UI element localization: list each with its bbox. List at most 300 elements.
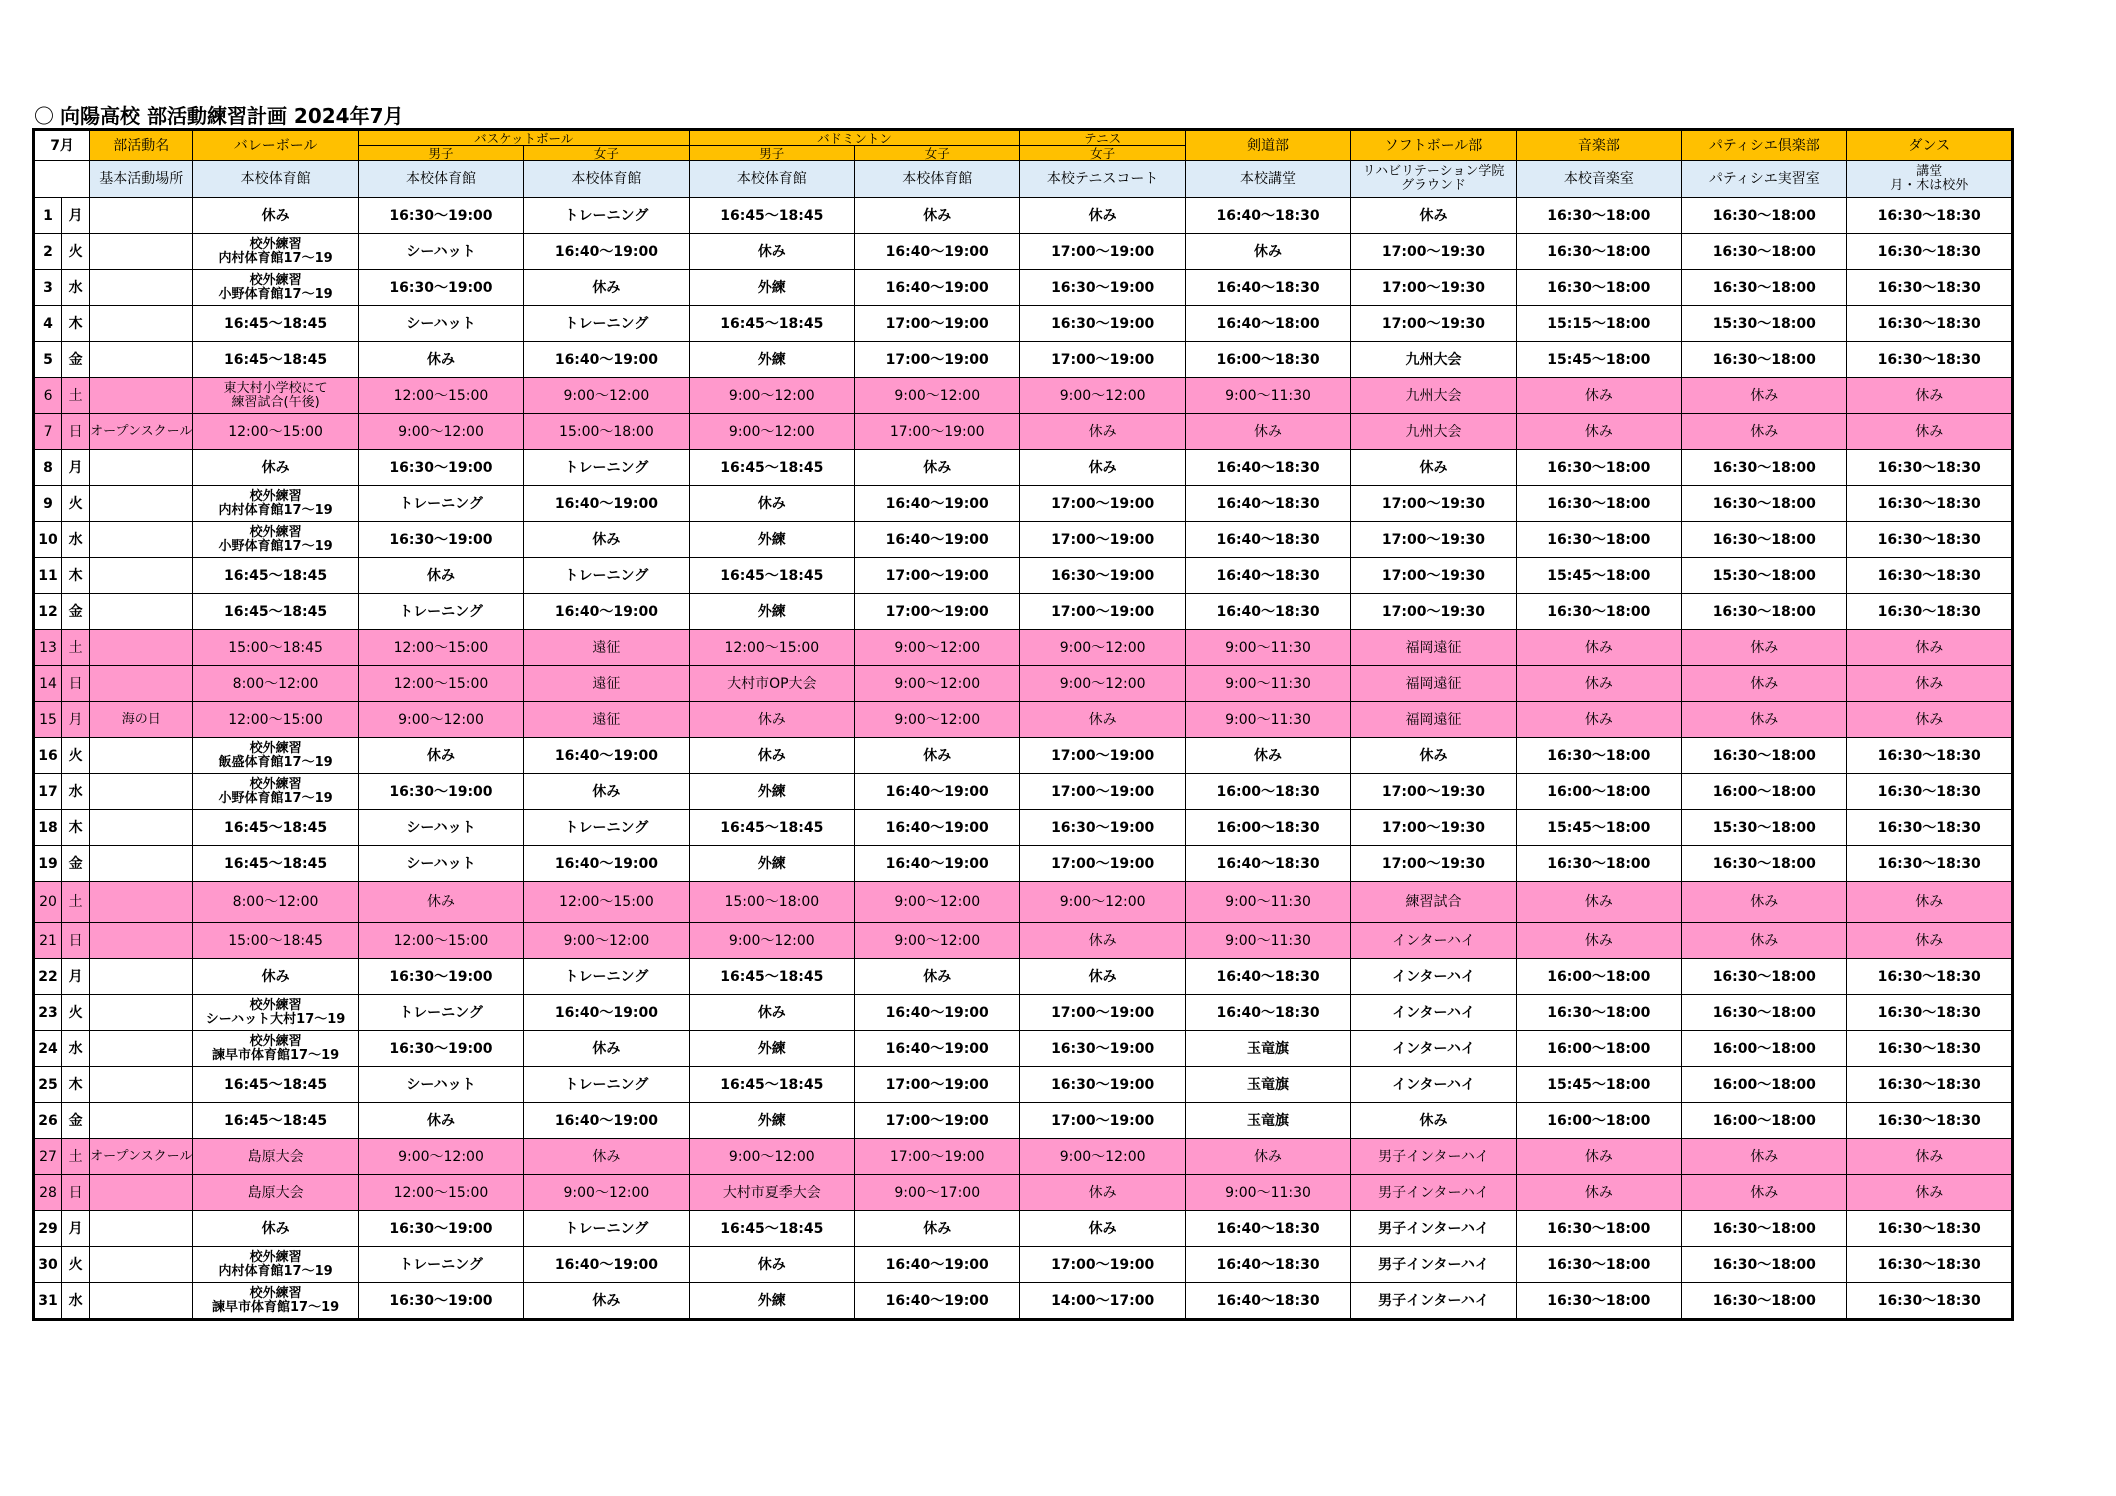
table-row [34,450,2013,486]
basketball-boys-cell: 12:00～15:00 [358,666,523,702]
softball-cell: 17:00～19:30 [1351,810,1516,846]
day-note-cell [90,306,193,342]
dance-cell: 16:30～18:30 [1847,1103,2013,1139]
day-note-cell: 海の日 [90,702,193,738]
day-note-cell [90,1031,193,1067]
volleyball-cell [193,342,358,378]
bd-girls-label: 女子 [855,146,1020,161]
table-row [34,666,2013,702]
basketball-boys-cell: 12:00～15:00 [358,630,523,666]
badminton-boys-cell: 9:00～12:00 [689,923,854,959]
basketball-girls-cell: 遠征 [524,630,689,666]
day-note-cell [90,234,193,270]
volleyball-cell [193,1067,358,1103]
badminton-girls-cell: 16:40～19:00 [855,846,1020,882]
basketball-girls-cell: 休み [524,522,689,558]
club-name-label: 部活動名 [90,130,193,161]
basketball-girls-cell: 16:40～19:00 [524,846,689,882]
volleyball-line: 16:45～18:45 [224,603,328,620]
music-cell: 16:30～18:00 [1516,738,1681,774]
volleyball-line: 16:45～18:45 [224,1112,328,1129]
badminton-girls-cell: 17:00～19:00 [855,1139,1020,1175]
day-number-cell: 9 [34,486,62,522]
kendo-cell: 16:40～18:00 [1185,306,1350,342]
circle-marker-icon: 〇 [34,104,54,128]
kendo-cell: 16:40～18:30 [1185,846,1350,882]
patissier-cell: 16:30～18:00 [1682,234,1847,270]
badminton-boys-cell: 大村市OP大会 [689,666,854,702]
day-number-cell: 24 [34,1031,62,1067]
softball-cell: 17:00～19:30 [1351,594,1516,630]
kendo-cell: 9:00～11:30 [1185,1175,1350,1211]
volleyball-cell [193,1031,358,1067]
badminton-boys-cell: 休み [689,995,854,1031]
kendo-cell: 9:00～11:30 [1185,630,1350,666]
title-text: 向陽高校 部活動練習計画 2024年7月 [60,104,404,128]
basketball-girls-cell: 16:40～19:00 [524,1103,689,1139]
basketball-boys-cell: 休み [358,558,523,594]
table-row [34,1211,2013,1247]
day-note-cell [90,630,193,666]
patissier-cell: 15:30～18:00 [1682,306,1847,342]
badminton-girls-cell: 16:40～19:00 [855,810,1020,846]
volleyball-cell [193,1283,358,1320]
volleyball-cell [193,558,358,594]
volleyball-line: 小野体育館17～19 [218,538,333,554]
basketball-boys-cell: 16:30～19:00 [358,959,523,995]
dance-cell: 休み [1847,666,2013,702]
table-row [34,810,2013,846]
dance-cell: 16:30～18:30 [1847,450,2013,486]
badminton-girls-cell: 17:00～19:00 [855,1103,1020,1139]
day-number-cell: 16 [34,738,62,774]
tennis-girls-cell: 9:00～12:00 [1020,882,1185,923]
volleyball-cell [193,630,358,666]
volleyball-cell [193,738,358,774]
volleyball-cell [193,1175,358,1211]
basketball-girls-cell: 休み [524,1139,689,1175]
volleyball-line: 内村体育館17～19 [218,1263,333,1279]
kendo-cell: 玉竜旗 [1185,1103,1350,1139]
basketball-boys-cell: 12:00～15:00 [358,923,523,959]
basketball-boys-cell: 休み [358,342,523,378]
softball-cell: 九州大会 [1351,414,1516,450]
badminton-girls-cell: 休み [855,198,1020,234]
patissier-cell: 15:30～18:00 [1682,558,1847,594]
basketball-boys-cell: 16:30～19:00 [358,198,523,234]
badminton-girls-cell: 17:00～19:00 [855,342,1020,378]
softball-cell: 17:00～19:30 [1351,774,1516,810]
day-note-cell [90,882,193,923]
basketball-boys-cell: 16:30～19:00 [358,1031,523,1067]
basketball-boys-cell: 16:30～19:00 [358,522,523,558]
volleyball-cell [193,450,358,486]
kendo-cell: 16:40～18:30 [1185,1247,1350,1283]
softball-cell: インターハイ [1351,959,1516,995]
day-note-cell [90,959,193,995]
day-number-cell: 31 [34,1283,62,1320]
badminton-boys-cell: 16:45～18:45 [689,198,854,234]
music-cell: 休み [1516,414,1681,450]
volleyball-line: 15:00～18:45 [228,639,323,656]
table-row [34,738,2013,774]
volleyball-line: 校外練習 [249,997,302,1013]
page-title [34,100,404,129]
table-row [34,882,2013,923]
table-row [34,1067,2013,1103]
volleyball-cell [193,594,358,630]
badminton-boys-cell: 休み [689,1247,854,1283]
volleyball-cell [193,270,358,306]
basketball-boys-cell: トレーニング [358,594,523,630]
volleyball-cell [193,666,358,702]
badminton-boys-cell: 外練 [689,1031,854,1067]
badminton-girls-cell: 9:00～12:00 [855,630,1020,666]
day-number-cell: 14 [34,666,62,702]
badminton-boys-cell: 9:00～12:00 [689,414,854,450]
club-music: 音楽部 [1516,130,1681,161]
club-dance: ダンス [1847,130,2013,161]
basketball-girls-cell: 15:00～18:00 [524,414,689,450]
basketball-boys-cell: 16:30～19:00 [358,1211,523,1247]
kendo-cell: 16:40～18:30 [1185,270,1350,306]
patissier-cell: 休み [1682,1139,1847,1175]
day-note-cell [90,1175,193,1211]
tennis-girls-cell: 9:00～12:00 [1020,666,1185,702]
music-cell: 休み [1516,1139,1681,1175]
softball-cell: 男子インターハイ [1351,1211,1516,1247]
softball-cell: 男子インターハイ [1351,1139,1516,1175]
patissier-cell: 15:30～18:00 [1682,810,1847,846]
badminton-boys-cell: 16:45～18:45 [689,810,854,846]
day-number-cell: 5 [34,342,62,378]
loc-dance-line2: 月・木は校外 [1890,178,1969,193]
badminton-boys-cell: 外練 [689,846,854,882]
kendo-cell: 16:00～18:30 [1185,810,1350,846]
tennis-girls-cell: 休み [1020,1175,1185,1211]
table-row [34,959,2013,995]
basketball-girls-cell: 9:00～12:00 [524,1175,689,1211]
music-cell: 休み [1516,702,1681,738]
club-softball: ソフトボール部 [1351,130,1516,161]
table-row [34,1103,2013,1139]
basketball-girls-cell: トレーニング [524,306,689,342]
dance-cell: 16:30～18:30 [1847,810,2013,846]
day-note-cell [90,198,193,234]
table-row [34,486,2013,522]
day-note-cell [90,378,193,414]
kendo-cell: 16:40～18:30 [1185,450,1350,486]
loc-bb-boys: 本校体育館 [358,161,523,198]
badminton-girls-cell: 17:00～19:00 [855,306,1020,342]
dance-cell: 16:30～18:30 [1847,1247,2013,1283]
badminton-girls-cell: 16:40～19:00 [855,486,1020,522]
basketball-girls-cell: 遠征 [524,666,689,702]
badminton-girls-cell: 9:00～12:00 [855,666,1020,702]
day-number-cell: 17 [34,774,62,810]
patissier-cell: 休み [1682,378,1847,414]
tennis-girls-cell: 休み [1020,923,1185,959]
weekday-cell: 金 [62,1103,90,1139]
volleyball-cell [193,1103,358,1139]
softball-cell: 男子インターハイ [1351,1175,1516,1211]
basketball-girls-cell: 12:00～15:00 [524,882,689,923]
badminton-boys-cell: 休み [689,234,854,270]
badminton-boys-cell: 休み [689,702,854,738]
tennis-girls-cell: 17:00～19:00 [1020,234,1185,270]
volleyball-line: 16:45～18:45 [224,315,328,332]
loc-dance-line1: 講堂 [1916,164,1943,179]
kendo-cell: 休み [1185,414,1350,450]
softball-cell: 練習試合 [1351,882,1516,923]
weekday-cell: 月 [62,1211,90,1247]
weekday-cell: 月 [62,959,90,995]
patissier-cell: 16:30～18:00 [1682,995,1847,1031]
volleyball-line: 校外練習 [249,1033,302,1049]
day-number-cell: 29 [34,1211,62,1247]
softball-cell: インターハイ [1351,995,1516,1031]
day-number-cell: 22 [34,959,62,995]
table-row [34,378,2013,414]
patissier-cell: 休み [1682,414,1847,450]
music-cell: 休み [1516,666,1681,702]
table-row [34,198,2013,234]
music-cell: 16:30～18:00 [1516,1283,1681,1320]
table-row [34,558,2013,594]
tennis-girls-cell: 16:30～19:00 [1020,306,1185,342]
loc-bb-girls: 本校体育館 [524,161,689,198]
badminton-girls-cell: 16:40～19:00 [855,774,1020,810]
tennis-girls-cell: 17:00～19:00 [1020,846,1185,882]
badminton-boys-cell: 休み [689,738,854,774]
weekday-cell: 土 [62,882,90,923]
day-number-cell: 7 [34,414,62,450]
day-number-cell: 26 [34,1103,62,1139]
badminton-girls-cell: 休み [855,1211,1020,1247]
table-row [34,923,2013,959]
tennis-girls-cell: 9:00～12:00 [1020,630,1185,666]
basketball-boys-cell: 12:00～15:00 [358,1175,523,1211]
patissier-cell: 休み [1682,666,1847,702]
table-row [34,270,2013,306]
weekday-cell: 日 [62,666,90,702]
day-number-cell: 6 [34,378,62,414]
volleyball-line: 校外練習 [249,776,302,792]
table-row [34,1139,2013,1175]
volleyball-cell [193,702,358,738]
kendo-cell: 16:40～18:30 [1185,486,1350,522]
tennis-girls-cell: 休み [1020,198,1185,234]
badminton-girls-cell: 16:40～19:00 [855,234,1020,270]
volleyball-line: 校外練習 [249,740,302,756]
basketball-boys-cell: トレーニング [358,995,523,1031]
loc-patissier: パティシエ実習室 [1682,161,1847,198]
patissier-cell: 16:30～18:00 [1682,1247,1847,1283]
dance-cell: 16:30～18:30 [1847,342,2013,378]
basketball-boys-cell: シーハット [358,306,523,342]
basketball-girls-cell: 休み [524,270,689,306]
basketball-boys-cell: トレーニング [358,486,523,522]
volleyball-cell [193,1211,358,1247]
loc-softball [1351,161,1516,198]
tennis-girls-cell: 17:00～19:00 [1020,522,1185,558]
table-row [34,414,2013,450]
badminton-girls-cell: 休み [855,959,1020,995]
badminton-girls-cell: 9:00～12:00 [855,882,1020,923]
day-note-cell [90,594,193,630]
volleyball-line: 16:45～18:45 [224,819,328,836]
badminton-boys-cell: 外練 [689,1103,854,1139]
day-note-cell: オープンスクール [90,414,193,450]
kendo-cell: 16:40～18:30 [1185,522,1350,558]
tennis-girls-cell: 休み [1020,414,1185,450]
volleyball-cell [193,774,358,810]
loc-dance [1847,161,2013,198]
volleyball-cell [193,846,358,882]
patissier-cell: 16:00～18:00 [1682,1067,1847,1103]
dance-cell: 休み [1847,630,2013,666]
music-cell: 16:30～18:00 [1516,522,1681,558]
basketball-boys-cell: 9:00～12:00 [358,414,523,450]
patissier-cell: 16:00～18:00 [1682,1103,1847,1139]
dance-cell: 16:30～18:30 [1847,738,2013,774]
table-row [34,342,2013,378]
softball-cell: 17:00～19:30 [1351,306,1516,342]
music-cell: 15:45～18:00 [1516,342,1681,378]
basketball-girls-cell: トレーニング [524,1211,689,1247]
badminton-boys-cell: 9:00～12:00 [689,1139,854,1175]
loc-softball-line1: リハビリテーション学院 [1362,164,1505,179]
badminton-boys-cell: 大村市夏季大会 [689,1175,854,1211]
day-number-cell: 27 [34,1139,62,1175]
volleyball-cell [193,234,358,270]
basketball-girls-cell: トレーニング [524,1067,689,1103]
softball-cell: 休み [1351,450,1516,486]
patissier-cell: 16:30～18:00 [1682,846,1847,882]
dance-cell: 16:30～18:30 [1847,522,2013,558]
softball-cell: インターハイ [1351,1031,1516,1067]
kendo-cell: 16:40～18:30 [1185,1283,1350,1320]
dance-cell: 16:30～18:30 [1847,594,2013,630]
volleyball-line: 内村体育館17～19 [218,250,333,266]
badminton-boys-cell: 16:45～18:45 [689,1211,854,1247]
day-number-cell: 21 [34,923,62,959]
bd-boys-label: 男子 [689,146,854,161]
day-note-cell [90,1283,193,1320]
kendo-cell: 9:00～11:30 [1185,882,1350,923]
volleyball-cell [193,923,358,959]
dance-cell: 休み [1847,414,2013,450]
badminton-girls-cell: 17:00～19:00 [855,1067,1020,1103]
badminton-girls-cell: 休み [855,450,1020,486]
badminton-girls-cell: 17:00～19:00 [855,594,1020,630]
music-cell: 休み [1516,923,1681,959]
basketball-girls-cell: トレーニング [524,198,689,234]
badminton-girls-cell: 9:00～12:00 [855,378,1020,414]
music-cell: 15:45～18:00 [1516,810,1681,846]
basketball-boys-cell: 16:30～19:00 [358,1283,523,1320]
music-cell: 16:30～18:00 [1516,234,1681,270]
basketball-girls-cell: トレーニング [524,810,689,846]
basketball-girls-cell: 遠征 [524,702,689,738]
weekday-cell: 月 [62,450,90,486]
volleyball-line: 休み [261,968,290,985]
softball-cell: 男子インターハイ [1351,1283,1516,1320]
volleyball-line: シーハット大村17～19 [205,1011,346,1027]
badminton-boys-cell: 16:45～18:45 [689,1067,854,1103]
music-cell: 16:30～18:00 [1516,1211,1681,1247]
dance-cell: 16:30～18:30 [1847,198,2013,234]
patissier-cell: 16:30～18:00 [1682,270,1847,306]
volleyball-line: 休み [261,1220,290,1237]
volleyball-line: 校外練習 [249,1249,302,1265]
volleyball-line: 練習試合(午後) [231,394,320,410]
kendo-cell: 9:00～11:30 [1185,702,1350,738]
weekday-cell: 木 [62,810,90,846]
patissier-cell: 休み [1682,1175,1847,1211]
day-note-cell [90,1103,193,1139]
volleyball-cell [193,306,358,342]
tennis-girls-cell: 休み [1020,702,1185,738]
kendo-cell: 玉竜旗 [1185,1067,1350,1103]
volleyball-line: 校外練習 [249,1285,302,1301]
day-number-cell: 13 [34,630,62,666]
softball-cell: 17:00～19:30 [1351,558,1516,594]
softball-cell: 休み [1351,738,1516,774]
kendo-cell: 玉竜旗 [1185,1031,1350,1067]
kendo-cell: 16:00～18:30 [1185,774,1350,810]
dance-cell: 休み [1847,702,2013,738]
day-number-cell: 3 [34,270,62,306]
patissier-cell: 16:30～18:00 [1682,198,1847,234]
badminton-boys-cell: 外練 [689,774,854,810]
volleyball-cell [193,810,358,846]
day-note-cell [90,486,193,522]
club-tennis: テニス [1020,130,1185,146]
badminton-girls-cell: 休み [855,738,1020,774]
day-note-cell: オープンスクール [90,1139,193,1175]
tennis-girls-cell: 休み [1020,1211,1185,1247]
music-cell: 休み [1516,1175,1681,1211]
music-cell: 15:15～18:00 [1516,306,1681,342]
tennis-girls-cell: 17:00～19:00 [1020,995,1185,1031]
weekday-cell: 日 [62,414,90,450]
basketball-boys-cell: トレーニング [358,1247,523,1283]
dance-cell: 16:30～18:30 [1847,558,2013,594]
dance-cell: 16:30～18:30 [1847,1031,2013,1067]
badminton-girls-cell: 16:40～19:00 [855,1283,1020,1320]
patissier-cell: 16:30～18:00 [1682,342,1847,378]
header-row-locations [34,161,2013,198]
softball-cell: 福岡遠征 [1351,630,1516,666]
schedule-table [32,128,2014,1321]
kendo-cell: 9:00～11:30 [1185,666,1350,702]
weekday-cell: 月 [62,702,90,738]
day-note-cell [90,774,193,810]
music-cell: 16:30～18:00 [1516,995,1681,1031]
volleyball-line: 東大村小学校にて [223,380,328,396]
badminton-girls-cell: 17:00～19:00 [855,414,1020,450]
weekday-cell: 土 [62,1139,90,1175]
badminton-boys-cell: 9:00～12:00 [689,378,854,414]
dance-cell: 16:30～18:30 [1847,846,2013,882]
tennis-girls-cell: 17:00～19:00 [1020,774,1185,810]
badminton-girls-cell: 9:00～17:00 [855,1175,1020,1211]
day-number-cell: 8 [34,450,62,486]
badminton-boys-cell: 12:00～15:00 [689,630,854,666]
bb-boys-label: 男子 [358,146,523,161]
volleyball-cell [193,414,358,450]
